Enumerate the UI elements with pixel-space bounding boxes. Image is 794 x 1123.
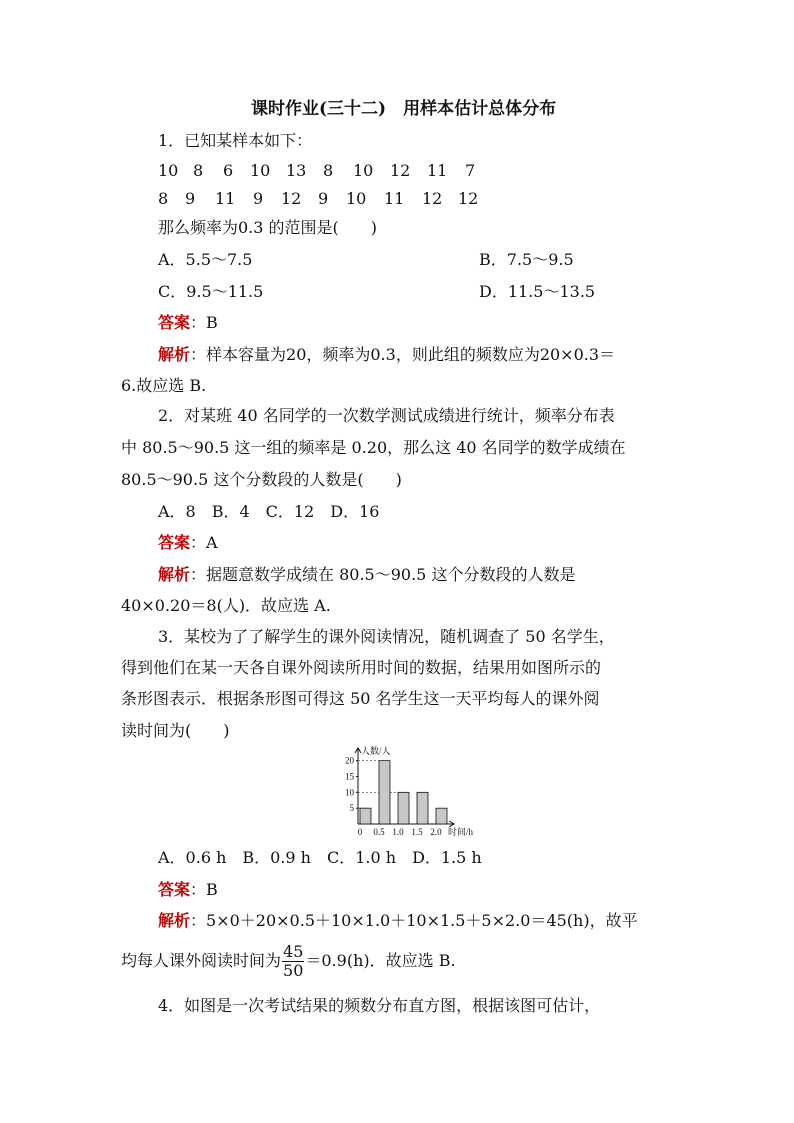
sample-value: 12	[458, 189, 479, 208]
q1-answer	[158, 313, 218, 333]
sample-value: 10	[353, 161, 374, 180]
page-title: 课时作业(三十二) 用样本估计总体分布	[251, 99, 557, 119]
fraction-numerator: 45	[283, 942, 304, 961]
answer-value: ：B	[190, 313, 218, 332]
q1-option-d: D．11.5～13.5	[479, 282, 596, 301]
sample-value: 10	[250, 161, 271, 180]
sample-value: 9	[253, 189, 264, 208]
sample-value: 9	[318, 189, 329, 208]
answer-label: 答案	[158, 880, 191, 899]
x-tick-label: 0	[357, 827, 363, 837]
sample-value: 10	[346, 189, 367, 208]
bar	[379, 761, 390, 824]
sample-value: 13	[286, 161, 307, 180]
sample-value: 8	[193, 161, 204, 180]
x-tick-label: 1.5	[411, 827, 423, 837]
sample-value: 10	[158, 161, 179, 180]
sample-value: 12	[281, 189, 302, 208]
q1-analysis-line-2: 6.故应选 B.	[121, 376, 207, 395]
analysis-text: 均每人课外阅读时间为	[121, 951, 282, 970]
sample-value: 11	[427, 161, 448, 180]
q2-line-1: 2．对某班 40 名同学的一次数学测试成绩进行统计，频率分布表	[158, 406, 615, 425]
y-axis-title: 人数/人	[361, 746, 391, 756]
y-tick-label: 5	[349, 803, 354, 814]
q1-question: 那么频率为0.3 的范围是( )	[158, 218, 378, 237]
y-tick-label: 15	[345, 771, 354, 782]
q2-analysis-line-2: 40×0.20＝8(人)．故应选 A.	[121, 596, 331, 615]
q1-sample-row-2	[158, 189, 478, 209]
sample-value: 12	[422, 189, 443, 208]
sample-value: 8	[158, 189, 169, 208]
q2-answer	[158, 533, 218, 553]
x-tick-label: 0.5	[373, 827, 385, 837]
q2-analysis-line-1	[158, 565, 575, 585]
q1-option-a: A．5.5～7.5	[158, 250, 253, 269]
q3-analysis-line-2	[121, 942, 456, 980]
q3-line-1: 3．某校为了了解学生的课外阅读情况，随机调查了 50 名学生，	[158, 627, 615, 646]
bar	[360, 808, 371, 824]
bar	[417, 792, 428, 824]
q1-stem: 1．已知某样本如下：	[158, 131, 313, 150]
sample-value: 7	[465, 161, 476, 180]
answer-value: ：A	[190, 533, 218, 552]
fraction-denominator: 50	[283, 961, 304, 980]
q3-answer	[158, 880, 218, 900]
q1-option-b: B．7.5～9.5	[479, 250, 574, 269]
analysis-text: ：5×0＋20×0.5＋10×1.0＋10×1.5＋5×2.0＝45(h)，故平	[190, 911, 638, 930]
q3-options: A．0.6 h B．0.9 h C．1.0 h D．1.5 h	[158, 848, 482, 867]
y-tick-label: 20	[345, 755, 354, 766]
x-tick-label: 2.0	[430, 827, 442, 837]
q2-line-3: 80.5～90.5 这个分数段的人数是( )	[121, 470, 402, 489]
analysis-label: 解析	[158, 565, 191, 584]
q1-option-c: C．9.5～11.5	[158, 282, 264, 301]
analysis-text: ＝0.9(h)．故应选 B.	[305, 951, 456, 970]
q3-line-2: 得到他们在某一天各自课外阅读所用时间的数据，结果用如图所示的	[121, 658, 602, 677]
sample-value: 6	[223, 161, 234, 180]
x-tick-label: 1.0	[392, 827, 404, 837]
q2-options: A．8 B．4 C．12 D．16	[158, 502, 380, 521]
sample-value: 8	[323, 161, 334, 180]
q1-sample-row-1	[158, 161, 475, 181]
fraction	[282, 943, 304, 980]
analysis-text: ：据题意数学成绩在 80.5～90.5 这个分数段的人数是	[190, 565, 576, 584]
answer-value: ：B	[190, 880, 218, 899]
analysis-label: 解析	[158, 345, 191, 364]
q4-line-1: 4．如图是一次考试结果的频数分布直方图，根据该图可估计，	[158, 996, 601, 1015]
reading-time-bar-chart	[338, 744, 488, 840]
q3-line-4: 读时间为( )	[121, 721, 230, 740]
analysis-label: 解析	[158, 911, 191, 930]
y-tick-label: 10	[345, 787, 354, 798]
q3-line-3: 条形图表示．根据条形图可得这 50 名学生这一天平均每人的课外阅	[121, 689, 600, 708]
x-axis-title: 时间/h	[448, 827, 474, 837]
q1-analysis-line-1	[158, 345, 615, 365]
sample-value: 11	[384, 189, 405, 208]
answer-label: 答案	[158, 533, 191, 552]
bar	[398, 792, 409, 824]
sample-value: 12	[390, 161, 411, 180]
analysis-text: ：样本容量为20，频率为0.3，则此组的频数应为20×0.3＝	[190, 345, 616, 364]
q3-analysis-line-1	[158, 911, 638, 931]
sample-value: 11	[215, 189, 236, 208]
q2-line-2: 中 80.5～90.5 这一组的频率是 0.20，那么这 40 名同学的数学成绩在	[121, 438, 626, 457]
sample-value: 9	[185, 189, 196, 208]
answer-label: 答案	[158, 313, 191, 332]
bar	[436, 808, 447, 824]
